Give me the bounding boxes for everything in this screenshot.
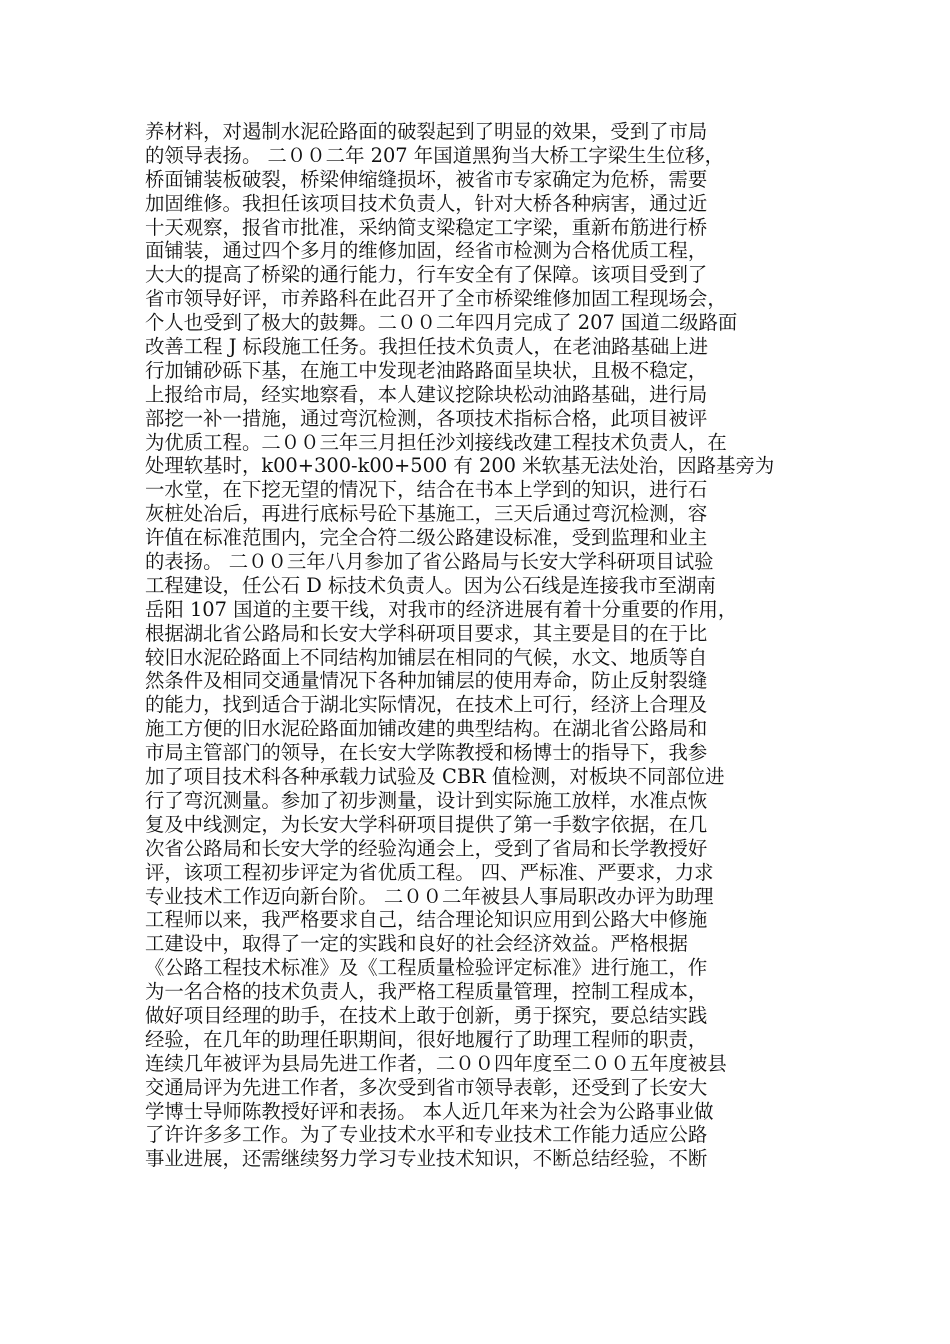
text-line: 灰桩处冶后，再进行底标号砼下基施工，三天后通过弯沉检测，容 bbox=[145, 502, 708, 526]
text-line: 学博士导师陈教授好评和表扬。 本人近几年来为社会为公路事业做 bbox=[145, 1099, 714, 1123]
text-line: 了许许多多工作。为了专业技术水平和专业技术工作能力适应公路 bbox=[145, 1123, 708, 1147]
text-line: 评，该项工程初步评定为省优质工程。 四、严标准、严要求，力求 bbox=[145, 860, 714, 884]
text-line: 大大的提高了桥梁的通行能力，行车安全有了保障。该项目受到了 bbox=[145, 263, 708, 287]
text-line: 的领导表扬。 二００二年 207 年国道黑狗当大桥工字梁生生位移， bbox=[145, 143, 725, 167]
text-line: 的表扬。 二００三年八月参加了省公路局与长安大学科研项目试验 bbox=[145, 550, 714, 574]
text-line: 复及中线测定，为长安大学科研项目提供了第一手数字依据，在几 bbox=[145, 812, 708, 836]
text-line: 行了弯沉测量。参加了初步测量，设计到实际施工放样，水准点恢 bbox=[145, 788, 708, 812]
text-line: 岳阳 107 国道的主要干线，对我市的经济进展有着十分重要的作用， bbox=[145, 597, 738, 621]
text-line: 为一名合格的技术负责人，我严格工程质量管理，控制工程成本， bbox=[145, 980, 708, 1004]
text-line: 专业技术工作迈向新台阶。 二００二年被县人事局职改办评为助理 bbox=[145, 884, 714, 908]
text-line: 部挖一补一措施，通过弯沉检测，各项技术指标合格，此项目被评 bbox=[145, 406, 708, 430]
text-line: 做好项目经理的助手，在技术上敢于创新，勇于探究，要总结实践 bbox=[145, 1003, 708, 1027]
text-line: 处理软基时，k00+300-k00+500 有 200 米软基无法处治，因路基旁为 bbox=[145, 454, 775, 478]
text-line: 市局主管部门的领导，在长安大学陈教授和杨博士的指导下，我参 bbox=[145, 741, 708, 765]
text-line: 为优质工程。二００三年三月担任沙刘接线改建工程技术负责人，在 bbox=[145, 430, 727, 454]
text-line: 省市领导好评，市养路科在此召开了全市桥梁维修加固工程现场会， bbox=[145, 287, 727, 311]
text-line: 个人也受到了极大的鼓舞。二００二年四月完成了 207 国道二级路面 bbox=[145, 311, 738, 335]
text-line: 工程建设，任公石 D 标技术负责人。因为公石线是连接我市至湖南 bbox=[145, 573, 716, 597]
text-line: 面铺装，通过四个多月的维修加固，经省市检测为合格优质工程， bbox=[145, 239, 708, 263]
text-line: 连续几年被评为县局先进工作者，二００四年度至二００五年度被县 bbox=[145, 1051, 727, 1075]
text-line: 工程师以来，我严格要求自己，结合理论知识应用到公路大中修施 bbox=[145, 908, 708, 932]
text-line: 改善工程 J 标段施工任务。我担任技术负责人，在老油路基础上进 bbox=[145, 335, 709, 359]
text-line: 上报给市局，经实地察看，本人建议挖除块松动油路基础，进行局 bbox=[145, 382, 708, 406]
text-line: 工建设中，取得了一定的实践和良好的社会经济效益。严格根据 bbox=[145, 932, 688, 956]
text-line: 次省公路局和长安大学的经验沟通会上，受到了省局和长学教授好 bbox=[145, 836, 708, 860]
text-line: 养材料，对遏制水泥砼路面的破裂起到了明显的效果，受到了市局 bbox=[145, 120, 708, 143]
text-line: 桥面铺装板破裂，桥梁伸缩缝损坏，被省市专家确定为危桥，需要 bbox=[145, 167, 708, 191]
text-line: 加了项目技术科各种承载力试验及 CBR 值检测，对板块不同部位进 bbox=[145, 765, 725, 789]
text-line: 事业进展，还需继续努力学习专业技术知识，不断总结经验，不断 bbox=[145, 1147, 708, 1171]
text-line: 根据湖北省公路局和长安大学科研项目要求，其主要是目的在于比 bbox=[145, 621, 708, 645]
text-line: 《公路工程技术标准》及《工程质量检验评定标准》进行施工，作 bbox=[145, 956, 708, 980]
text-line: 一水堂，在下挖无望的情况下，结合在书本上学到的知识，进行石 bbox=[145, 478, 708, 502]
text-line: 加固维修。我担任该项目技术负责人，针对大桥各种病害，通过近 bbox=[145, 191, 708, 215]
body-text bbox=[145, 120, 805, 1171]
text-line: 交通局评为先进工作者，多次受到省市领导表彰，还受到了长安大 bbox=[145, 1075, 708, 1099]
text-line: 的能力，找到适合于湖北实际情况，在技术上可行，经济上合理及 bbox=[145, 693, 708, 717]
text-line: 许值在标准范围内，完全合符二级公路建设标准，受到监理和业主 bbox=[145, 526, 708, 550]
text-line: 然条件及相同交通量情况下各种加铺层的使用寿命，防止反射裂缝 bbox=[145, 669, 708, 693]
text-line: 十天观察，报省市批准，采纳简支梁稳定工字梁，重新布筋进行桥 bbox=[145, 215, 708, 239]
text-line: 经验，在几年的助理任职期间，很好地履行了助理工程师的职责， bbox=[145, 1027, 708, 1051]
text-line: 行加铺砂砾下基，在施工中发现老油路路面呈块状，且极不稳定， bbox=[145, 358, 708, 382]
text-line: 施工方便的旧水泥砼路面加铺改建的典型结构。在湖北省公路局和 bbox=[145, 717, 708, 741]
text-line: 较旧水泥砼路面上不同结构加铺层在相同的气候，水文、地质等自 bbox=[145, 645, 708, 669]
